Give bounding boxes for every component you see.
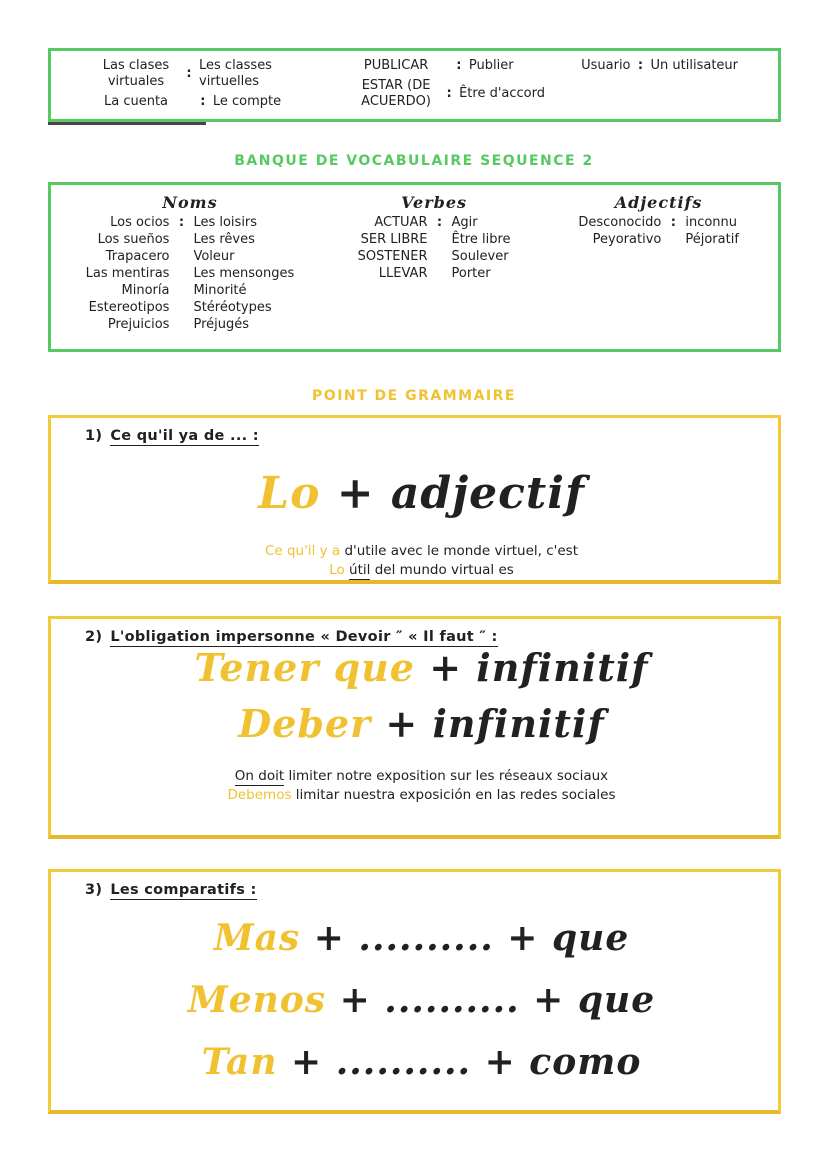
section-heading: [85, 882, 758, 898]
vocab-fr: Les rêves: [193, 232, 255, 247]
grammar-title: POINT DE GRAMMAIRE: [312, 388, 516, 404]
vocab-entry: [353, 58, 545, 74]
vocab-colon: [663, 232, 683, 248]
formula-lead: Tener que: [194, 645, 415, 690]
top-vocab-group-3: [581, 58, 738, 110]
vocab-entry: [93, 94, 317, 110]
scan-artifact-line: [48, 122, 206, 125]
vocab-fr: Stéréotypes: [193, 300, 272, 315]
vocab-colon: :: [637, 58, 644, 73]
section-heading-text: Les comparatifs :: [110, 882, 257, 898]
vocab-bank-box: [48, 182, 781, 352]
vocab-es: Minoría: [121, 283, 170, 298]
grammar-section-2: [48, 616, 781, 839]
example-line-es: [85, 786, 758, 805]
grammar-section-1: [48, 415, 781, 584]
vocab-colon: [171, 266, 191, 282]
vocab-fr: Agir: [451, 215, 478, 230]
section-heading: [85, 629, 758, 645]
vocab-colon: :: [178, 215, 185, 230]
grammar-section-3: [48, 869, 781, 1114]
example-text: d'utile avec le monde virtuel, c'est: [344, 543, 579, 559]
bank-column-header: Noms: [162, 193, 218, 212]
vocab-fr: Les loisirs: [193, 215, 258, 230]
example-underlined: On doit: [234, 768, 285, 784]
vocab-fr: Voleur: [193, 249, 235, 264]
vocab-fr: Publier: [468, 58, 514, 73]
vocab-fr: Un utilisateur: [650, 58, 738, 73]
vocab-colon: :: [446, 86, 452, 101]
vocab-entry: [93, 58, 317, 90]
vocab-colon: :: [200, 94, 206, 109]
vocab-fr: Les classes virtuelles: [199, 58, 272, 89]
vocab-colon: [429, 232, 449, 248]
bank-column-header: Verbes: [401, 193, 468, 212]
vocab-fr: inconnu: [685, 215, 738, 230]
formula-lead: Tan: [201, 1041, 278, 1083]
bank-column-verbes: [319, 193, 549, 337]
vocab-es: ESTAR (DE ACUERDO): [361, 78, 431, 109]
vocab-es: Estereotipos: [88, 300, 170, 315]
example-highlight: Ce qu'il y a: [264, 543, 345, 559]
vocab-colon: :: [436, 215, 443, 230]
vocab-es: Las mentiras: [85, 266, 170, 281]
example-line-fr: [85, 767, 758, 786]
formula-rest: + adjectif: [320, 468, 585, 519]
vocab-es: Los sueños: [97, 232, 170, 247]
vocab-colon: [171, 249, 191, 265]
formula-tan-como: [85, 1040, 758, 1084]
formula-rest: + infinitif: [414, 645, 649, 690]
vocab-es: Las clases virtuales: [102, 58, 170, 89]
top-vocab-group-1: [93, 58, 317, 110]
bank-table-verbes: [358, 215, 511, 282]
formula-tener-que: [85, 645, 758, 691]
vocab-fr: Soulever: [451, 249, 509, 264]
vocab-colon: :: [186, 66, 192, 81]
vocab-es: La cuenta: [103, 94, 169, 109]
section-heading: [85, 428, 758, 444]
bank-column-noms: [61, 193, 319, 337]
vocab-fr: Les mensonges: [193, 266, 295, 281]
formula-lead: Mas: [213, 917, 301, 959]
example-underlined: útil: [349, 562, 371, 578]
formula-lead: Lo: [258, 468, 321, 519]
vocab-fr: Porter: [451, 266, 491, 281]
example-block: [85, 542, 758, 580]
vocab-colon: [171, 232, 191, 248]
vocab-colon: [171, 317, 191, 333]
vocab-fr: Minorité: [193, 283, 247, 298]
section-number: 3): [85, 882, 103, 898]
vocab-fr: Préjugés: [193, 317, 249, 332]
formula-lead: Deber: [238, 701, 372, 746]
bank-table-noms: [86, 215, 295, 333]
top-vocab-group-2: [353, 58, 545, 110]
vocab-es: Usuario: [581, 58, 631, 73]
vocab-colon: :: [670, 215, 676, 230]
example-highlight: Lo: [329, 562, 350, 578]
formula-lo-adjectif: [85, 468, 758, 520]
vocab-es: Desconocido: [578, 215, 662, 230]
vocab-es: PUBLICAR: [363, 58, 429, 73]
example-text: limitar nuestra exposición en las redes sociales: [291, 787, 616, 803]
vocab-es: ACTUAR: [374, 215, 428, 230]
example-text: del mundo virtual es: [370, 562, 514, 578]
vocab-es: Prejuicios: [107, 317, 170, 332]
formula-deber: [85, 701, 758, 747]
vocab-es: LLEVAR: [378, 266, 428, 281]
vocab-es: Trapacero: [105, 249, 170, 264]
bank-column-adjectifs: [549, 193, 768, 337]
vocab-colon: [171, 283, 191, 299]
vocab-fr: Le compte: [212, 94, 282, 109]
formula-rest: + .......... + como: [277, 1041, 642, 1083]
example-text: limiter notre exposition sur les réseaux sociaux: [284, 768, 609, 784]
vocab-colon: :: [456, 58, 462, 73]
formula-rest: + .......... + que: [300, 917, 630, 959]
vocab-es: SOSTENER: [357, 249, 428, 264]
example-line-es: [85, 561, 758, 580]
vocab-entry: [353, 78, 545, 110]
section-heading-text: L'obligation impersonne « Devoir ″ « Il faut ″ :: [110, 629, 498, 645]
vocab-es: SER LIBRE: [360, 232, 428, 247]
bank-table-adjectifs: [578, 215, 739, 248]
vocab-fr: Être libre: [451, 232, 511, 247]
vocab-es: Peyorativo: [592, 232, 662, 247]
example-highlight: Debemos: [227, 787, 292, 803]
example-line-fr: [85, 542, 758, 561]
top-vocab-box: [48, 48, 781, 122]
vocab-entry: [581, 58, 738, 74]
formula-rest: + infinitif: [371, 701, 605, 746]
vocab-fr: Être d'accord: [459, 86, 546, 101]
section-number: 2): [85, 629, 103, 645]
example-block: [85, 767, 758, 805]
vocab-colon: [429, 249, 449, 265]
formula-mas-que: [85, 916, 758, 960]
bank-column-header: Adjectifs: [614, 193, 703, 212]
vocab-es: Los ocios: [110, 215, 170, 230]
vocab-colon: [429, 266, 449, 282]
vocab-colon: [171, 300, 191, 316]
section-heading-text: Ce qu'il ya de ... :: [110, 428, 259, 444]
vocab-bank-title: BANQUE DE VOCABULAIRE SEQUENCE 2: [234, 153, 594, 169]
formula-lead: Menos: [187, 979, 327, 1021]
formula-menos-que: [85, 978, 758, 1022]
formula-rest: + .......... + que: [326, 979, 656, 1021]
section-number: 1): [85, 428, 103, 444]
vocab-fr: Péjoratif: [685, 232, 739, 247]
